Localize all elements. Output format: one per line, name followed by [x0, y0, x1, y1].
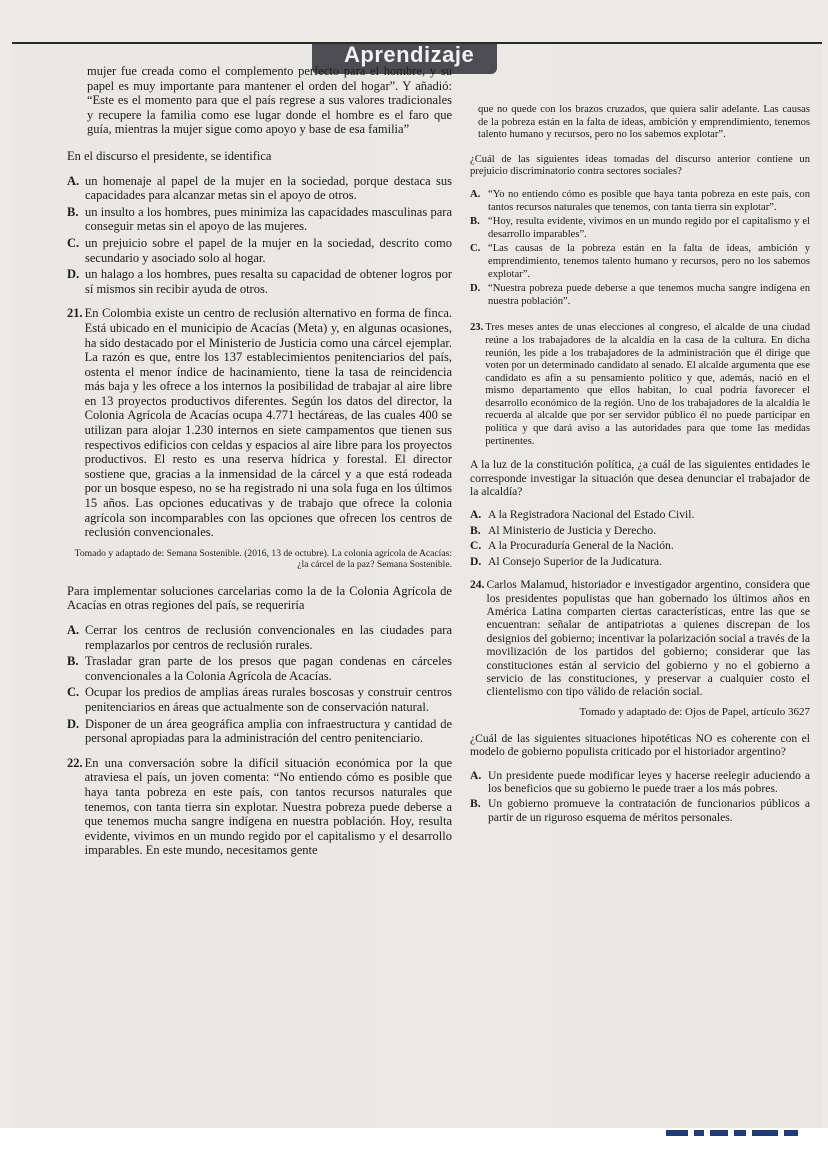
q22-number: 22. — [67, 755, 83, 770]
q24-option[interactable]: B. Un gobierno promueve la contratación de funcionarios públicos a partir de un riguroso esquema de méritos personales. — [470, 797, 810, 824]
q23-text: Tres meses antes de unas elecciones al congreso, el alcalde de una ciudad reúne a los trabajadores de la alcaldía en la casa de la cultura. En dicha reunión, les pide a los trabajadores de la administración que él dirige que voten por un determinado candidato al senado. El alcalde argumenta que ese candidato es afín a su pensamiento político y que, además, nació en el mismo departamento que ellos habitan, lo cual podría favorecer el desarrollo económico de la región. Uno de los trabajadores de la alcaldía le recuerda al alcalde que por ser servidor público él no puede participar en política y que dará aviso a las autoridades para que tome las medidas pertinentes. — [485, 322, 810, 447]
q20-options — [67, 174, 452, 297]
q24-options — [470, 769, 810, 825]
exam-page — [12, 42, 822, 1132]
publisher-logo-marks — [666, 1128, 816, 1138]
q20-option[interactable]: B. un insulto a los hombres, pues minimiza las capacidades masculinas para conseguir metas sin el apoyo de las mujeres. — [67, 204, 452, 234]
q22-passage — [67, 756, 452, 858]
q22-continuation: que no quede con los brazos cruzados, que quiera salir adelante. Las causas de la pobreza están en la falta de ideas, ambición y emprendimiento, tenemos talento humano y recursos, pero no los sabemos explotar”. — [478, 104, 810, 141]
q22-stem: ¿Cuál de las siguientes ideas tomadas del discurso anterior contiene un prejuicio discriminatorio contra sectores sociales? — [470, 153, 810, 178]
q22-option[interactable]: D. “Nuestra pobreza puede deberse a que tenemos mucha sangre indígena en nuestra población”. — [470, 283, 810, 307]
section-title: Aprendizaje — [344, 42, 475, 67]
q21-option[interactable]: A. Cerrar los centros de reclusión convencionales en las ciudades para remplazarlos por centros de reclusión rurales. — [67, 623, 452, 652]
q21-option[interactable]: D. Disponer de un área geográfica amplia con infraestructura y cantidad de personal apropiadas para la administración del centro penitenciario. — [67, 716, 452, 746]
q20-option[interactable]: D. un halago a los hombres, pues resalta su capacidad de obtener logros por sí mismos sin recibir ayuda de otros. — [67, 267, 452, 296]
q23-options — [470, 508, 810, 568]
q20-stem: En el discurso el presidente, se identifica — [67, 148, 272, 163]
q21-passage — [67, 306, 452, 540]
q21-text: En Colombia existe un centro de reclusión alternativo en forma de finca. Está ubicado en el municipio de Acacías (Meta) y, en algunas ocasiones, ha sido destacado por el Ministerio de Justicia como una cárcel ejemplar. La razón es que, entre los 137 establecimientos penitenciarios del país, ostenta el menor índice de hacinamiento, tiene la tasa de reincidencia más baja y les ofrece a los internos la posibilidad de trabajar al aire libre en 13 proyectos productivos diferentes. Según los datos del director, la Colonia Agrícola de Acacías ocupa 4.771 hectáreas, de las cuales 400 se utilizan para alojar 1.230 internos en siete campamentos que tienen sus respectivos edificios con celdas y espacios al aire libre para los proyectos productivos. El resto es una reserva hídrica y forestal. El director sostiene que, gracias a la inmensidad de la cárcel y a que está rodeada por un bosque espeso, no se ha registrado ni una sola fuga en los últimos 15 años. Las opciones educativas y de trabajo que ofrece la colonia agrícola son incomparables con las opciones que ofrecen los centros de reclusión convencionales. — [84, 306, 452, 540]
q24-option[interactable]: A. Un presidente puede modificar leyes y hacerse reelegir aduciendo a los beneficios que su gobierno le puede traer a los más pobres. — [470, 768, 810, 795]
q24-passage — [470, 578, 810, 699]
q21-stem: Para implementar soluciones carcelarias como la de la Colonia Agrícola de Acacías en otras regiones del país, se requeriría — [67, 583, 452, 613]
q24-stem: ¿Cuál de las siguientes situaciones hipotéticas NO es coherente con el modelo de gobierno populista criticado por el historiador argentino? — [470, 731, 810, 759]
q20-option[interactable]: A. un homenaje al papel de la mujer en la sociedad, porque destaca sus capacidades para alcanzar metas sin el apoyo de otros. — [67, 173, 452, 203]
left-column — [67, 64, 452, 866]
q23-option[interactable]: B. Al Ministerio de Justicia y Derecho. — [470, 523, 657, 537]
q24-number: 24. — [470, 578, 485, 592]
q23-stem: A la luz de la constitución política, ¿a cuál de las siguientes entidades le corresponde investigar la situación que desea denunciar el trabajador de la alcaldía? — [470, 458, 810, 499]
q21-options — [67, 623, 452, 746]
q23-option[interactable]: A. A la Registradora Nacional del Estado Civil. — [470, 508, 695, 522]
q23-option[interactable]: D. Al Consejo Superior de la Judicatura. — [470, 554, 662, 568]
q21-number: 21. — [67, 306, 83, 321]
q23-passage — [470, 322, 810, 448]
q21-source: Tomado y adaptado de: Semana Sostenible. (2016, 13 de octubre). La colonia agrícola de Acacías: ¿la cárcel de la paz? Semana Sostenible. — [74, 547, 452, 570]
q22-option[interactable]: C. “Las causas de la pobreza están en la falta de ideas, ambición y emprendimiento, tenemos talento humano y recursos, pero no los sabemos explotar”. — [470, 243, 810, 280]
q23-number: 23. — [470, 322, 484, 334]
q21-option[interactable]: C. Ocupar los predios de amplias áreas rurales boscosas y construir centros penitenciarios en áreas que actualmente son de conservación natural. — [67, 685, 452, 714]
q22-option[interactable]: A. “Yo no entiendo cómo es posible que haya tanta pobreza en este país, con tantos recursos naturales que tenemos, con tanta tierra sin explotar”. — [470, 188, 810, 213]
right-lower-block — [470, 458, 810, 824]
q22-text: En una conversación sobre la difícil situación económica por la que atraviesa el país, un joven comenta: “No entiendo cómo es posible que haya tanta pobreza en este país, con tantos recursos naturales que tenemos, con tanta tierra sin explotar. Nuestra pobreza puede deberse a que tenemos mucha sangre indígena en nuestra población. Hoy, resulta evidente, vivimos en un mundo regido por el capitalismo y el desarrollo imparables. En este mundo, necesitamos gente — [84, 755, 452, 858]
q24-source: Tomado y adaptado de: Ojos de Papel, artículo 3627 — [579, 705, 810, 718]
q21-option[interactable]: B. Trasladar gran parte de los presos que pagan condenas en cárceles convencionales a la Colonia Agrícola de Acacías. — [67, 654, 452, 683]
q24-text: Carlos Malamud, historiador e investigador argentino, considera que los presidentes populistas que han gobernado los últimos años en América Latina comparten ciertas características, entre las que se encuentran: señalar de antipatriotas a quienes discrepan de los designios del gobierno; incentivar la polarización social a través de la movilización de los partidos del gobierno; considerar que las constituciones están al servicio del gobierno y no el gobierno a servicio de las constituciones, y preservar a cualquier costo el clientelismo con tipo válido de relación social. — [486, 578, 810, 699]
q20-option[interactable]: C. un prejuicio sobre el papel de la mujer en la sociedad, descrito como secundario y asociado solo al hogar. — [67, 235, 452, 265]
q22-option[interactable]: B. “Hoy, resulta evidente, vivimos en un mundo regido por el capitalismo y el desarrollo imparables”. — [470, 216, 810, 240]
q22-options — [470, 189, 810, 308]
right-column — [470, 104, 810, 834]
q20-passage-end: mujer fue creada como el complemento perfecto para el hombre, y su papel es muy importante para mantener el orden del hogar”. Y añadió: “Este es el momento para que el país regrese a sus valores tradicionales y recupere la familia como ese lugar donde el hombre es el faro que guía, mientras la mujer sigue como apoyo y base de esa familia” — [87, 64, 452, 137]
q23-option[interactable]: C. A la Procuraduría General de la Nación. — [470, 539, 674, 553]
